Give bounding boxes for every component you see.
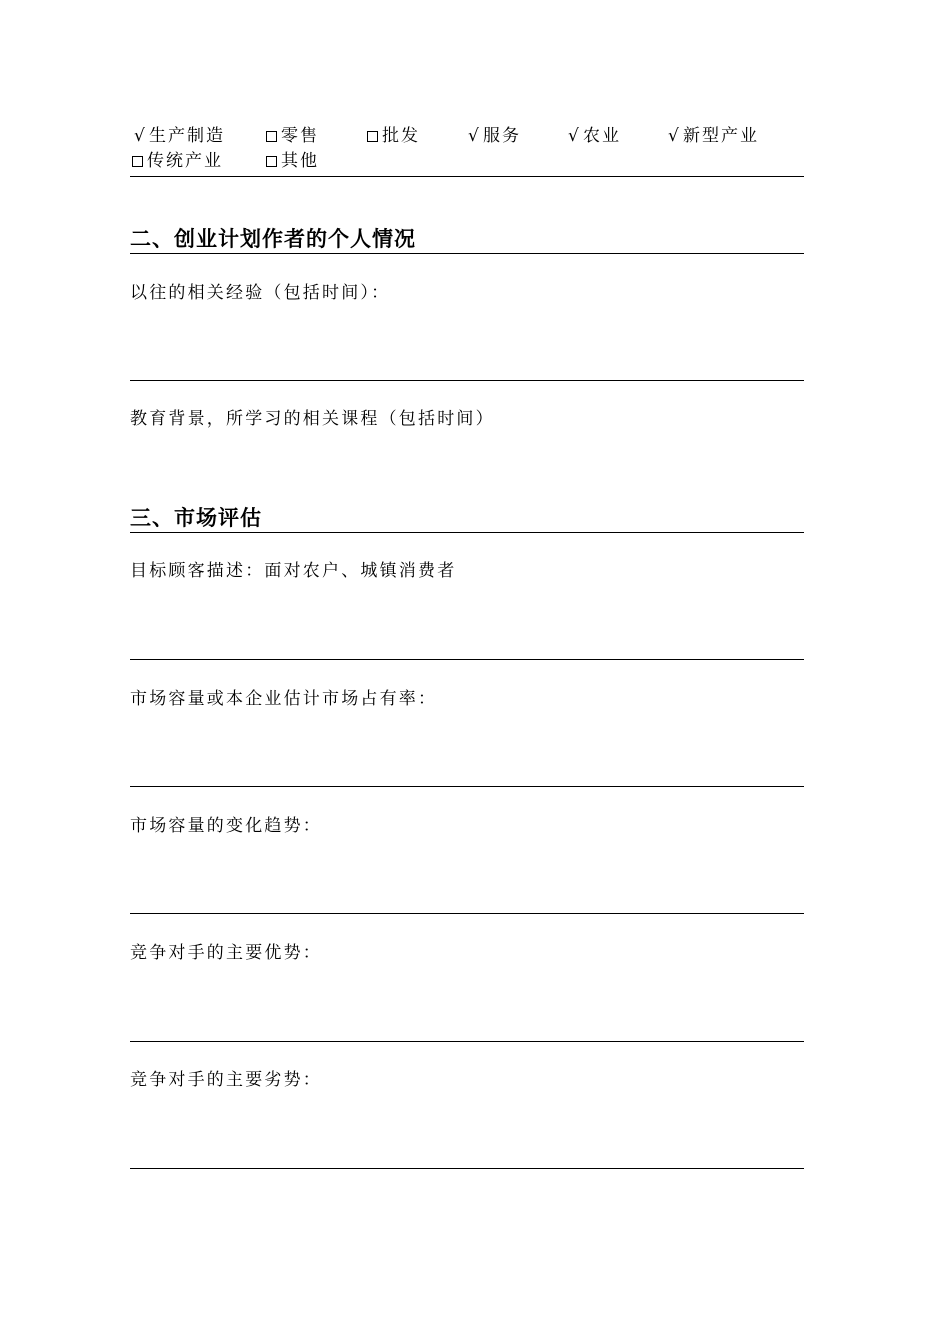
option-label: 生产制造 <box>149 126 225 146</box>
option-label: 新型产业 <box>683 126 759 146</box>
checkbox-empty-icon <box>132 156 143 167</box>
market-trend-label: 市场容量的变化趋势： <box>130 816 322 836</box>
divider-line <box>130 176 804 177</box>
check-icon: √ <box>134 126 147 146</box>
answer-line[interactable] <box>130 786 804 787</box>
check-icon: √ <box>468 126 481 146</box>
section-title-market-assessment: 三、市场评估 <box>130 506 262 530</box>
answer-line[interactable] <box>130 380 804 381</box>
past-experience-label: 以往的相关经验（包括时间）： <box>130 283 391 303</box>
option-manufacturing[interactable] <box>134 126 225 146</box>
answer-line[interactable] <box>130 1168 804 1169</box>
option-service[interactable] <box>468 126 521 146</box>
answer-line[interactable] <box>130 1041 804 1042</box>
option-label: 其他 <box>281 151 319 171</box>
option-new-industry[interactable] <box>668 126 759 146</box>
option-label: 农业 <box>583 126 621 146</box>
check-icon: √ <box>568 126 581 146</box>
market-share-label: 市场容量或本企业估计市场占有率： <box>130 689 438 709</box>
heading-underline <box>130 532 804 533</box>
option-label: 批发 <box>382 126 420 146</box>
check-icon: √ <box>668 126 681 146</box>
competitor-weaknesses-label: 竞争对手的主要劣势： <box>130 1070 322 1090</box>
checkbox-empty-icon <box>367 131 378 142</box>
option-retail[interactable] <box>266 126 319 146</box>
option-label: 服务 <box>483 126 521 146</box>
heading-underline <box>130 253 804 254</box>
option-traditional-industry[interactable] <box>132 151 223 171</box>
answer-line[interactable] <box>130 659 804 660</box>
option-wholesale[interactable] <box>367 126 420 146</box>
target-customers-label: 目标顾客描述：面对农户、城镇消费者 <box>130 561 457 581</box>
education-label: 教育背景，所学习的相关课程（包括时间） <box>130 409 495 429</box>
option-other[interactable] <box>266 151 319 171</box>
option-label: 零售 <box>281 126 319 146</box>
checkbox-empty-icon <box>266 156 277 167</box>
option-agriculture[interactable] <box>568 126 621 146</box>
section-title-personal-info: 二、创业计划作者的个人情况 <box>130 227 416 251</box>
competitor-strengths-label: 竞争对手的主要优势： <box>130 943 322 963</box>
option-label: 传统产业 <box>147 151 223 171</box>
answer-line[interactable] <box>130 913 804 914</box>
checkbox-empty-icon <box>266 131 277 142</box>
